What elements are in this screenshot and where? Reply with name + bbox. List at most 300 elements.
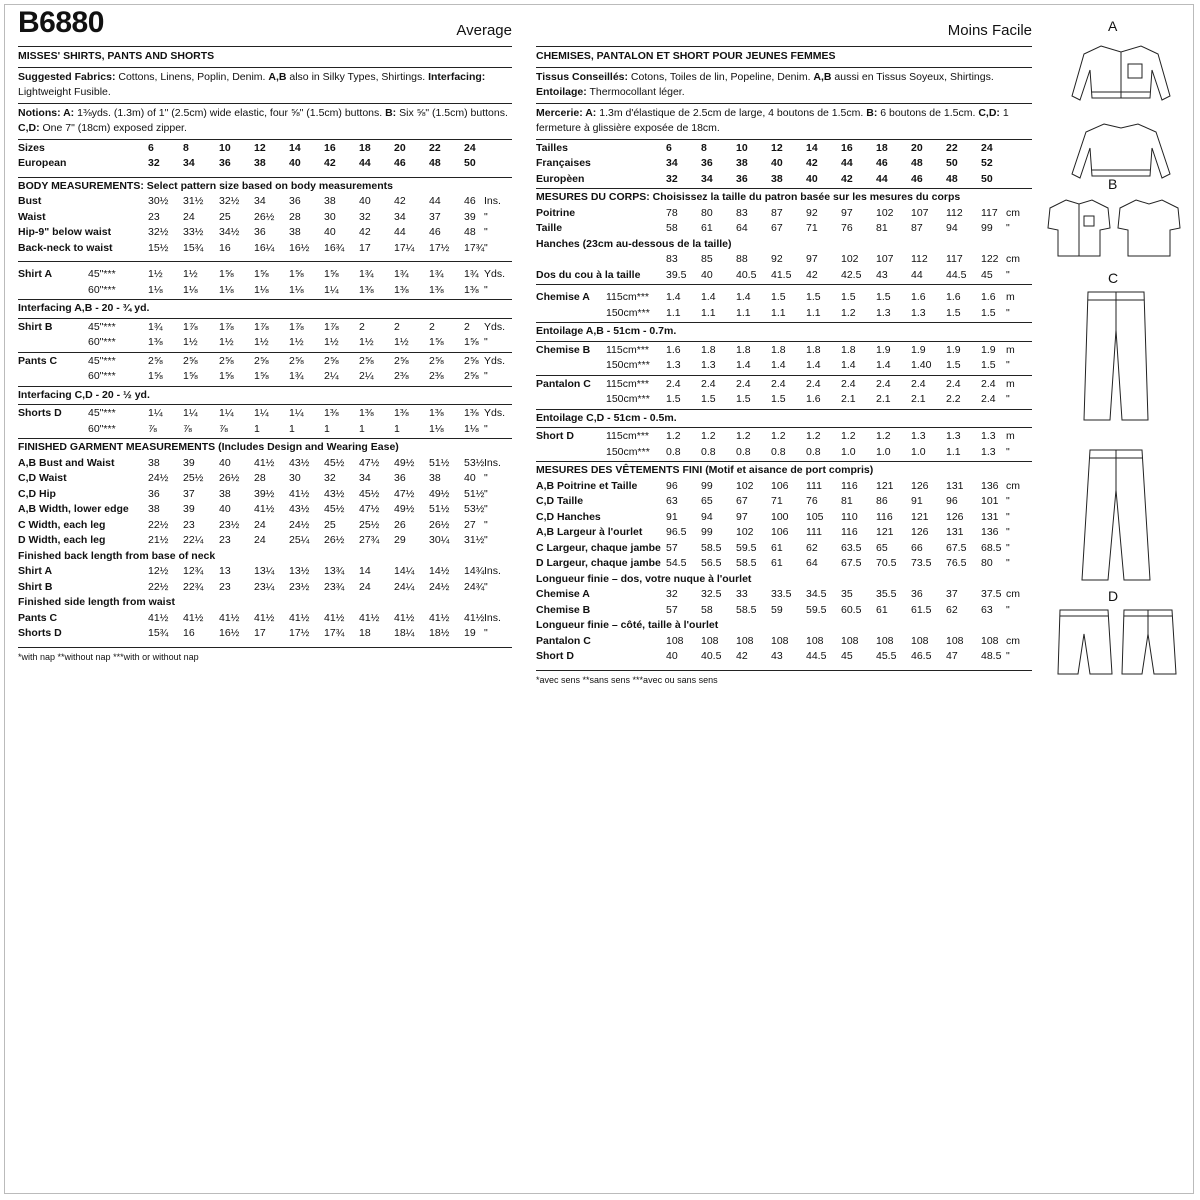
cell: 1.2 [771, 430, 786, 442]
cell: 1⅜ [359, 283, 374, 296]
cell: 1.1 [666, 306, 681, 319]
cell: 32.5 [701, 588, 722, 600]
cell: 58 [701, 603, 713, 616]
table-row [536, 587, 1032, 603]
row-label: European [18, 157, 67, 169]
row-label: Bust [18, 195, 42, 207]
table-row [18, 580, 512, 596]
row-label: Shorts D [18, 407, 62, 419]
unit: " [1006, 268, 1010, 281]
cell: 31½ [464, 534, 485, 546]
notions-text-2-fr: 6 boutons de 1.5cm. [877, 106, 979, 119]
cell: 8 [183, 141, 189, 154]
row-label: C Largeur, chaque jambe [536, 541, 661, 554]
cell: 1.1 [736, 306, 751, 319]
fabrics-label-fr: Tissus Conseillés: [536, 70, 629, 83]
cell: 117 [946, 253, 963, 265]
cell: 1⅛ [254, 283, 269, 296]
unit: " [484, 226, 488, 238]
cell: 1.0 [876, 445, 891, 458]
interfacing-label-fr: Entoilage: [536, 86, 587, 98]
cell: 16 [324, 141, 336, 154]
cell: 2¼ [324, 370, 339, 382]
cell: 65 [876, 541, 888, 554]
cell: 94 [946, 222, 958, 234]
table-row [536, 358, 1032, 374]
cell: 39.5 [666, 268, 687, 281]
cell: 126 [911, 479, 929, 492]
cell: 112 [946, 206, 963, 219]
cell: 2.1 [876, 393, 891, 405]
cell: 34 [183, 157, 195, 169]
cell: 44 [359, 157, 371, 169]
cell: 2⅝ [219, 354, 234, 367]
cell: 76 [841, 222, 853, 234]
cell: 1⅝ [289, 268, 304, 280]
cell: 22½ [148, 518, 169, 531]
table-row [536, 603, 1032, 619]
unit: Ins. [484, 611, 501, 624]
cell: 1⅞ [219, 320, 234, 333]
footnote-fr: *avec sens **sans sens ***avec ou sans sens [536, 674, 718, 685]
table-row [536, 343, 1032, 359]
table-section [536, 189, 1032, 285]
cell: 108 [736, 634, 754, 647]
cell: 38 [324, 195, 336, 207]
cell: 1½ [254, 336, 269, 348]
cell: 131 [981, 510, 999, 523]
cell: 59.5 [806, 603, 827, 616]
cell: 42 [359, 226, 371, 238]
cell: 1⅞ [324, 320, 339, 333]
cell: 18 [876, 141, 888, 154]
table-section [18, 140, 512, 178]
section-title: Entoilage C,D - 51cm - 0.5m. [536, 411, 677, 424]
cell: 2.4 [736, 377, 751, 390]
cell: 131 [946, 479, 964, 492]
row-label: Short D [536, 650, 574, 662]
fabric-width: 150cm*** [606, 393, 650, 405]
cell: 23 [219, 580, 231, 593]
cell: 33½ [183, 226, 204, 238]
table-row [536, 290, 1032, 306]
table-section [536, 323, 1032, 342]
cell: 45 [981, 268, 993, 281]
cell: 24 [981, 141, 993, 154]
section-title: Interfacing A,B - 20 - ¾ yd. [18, 302, 150, 314]
cell: 39 [464, 210, 476, 223]
cell: 87 [771, 206, 783, 219]
shorts-d-drawing [1056, 606, 1180, 678]
table-row [18, 626, 512, 642]
shirt-b-drawing [1046, 194, 1186, 264]
cell: 38 [771, 172, 783, 185]
pattern-code: B6880 [18, 6, 104, 39]
table-row [18, 502, 512, 518]
cell: 1.4 [736, 291, 751, 303]
cell: 1.5 [806, 291, 821, 303]
cell: 41½ [219, 611, 240, 624]
cell: 2⅝ [324, 354, 339, 367]
cell: 27¾ [359, 534, 380, 546]
cell: 1¾ [289, 370, 304, 382]
cell: 1.0 [911, 445, 926, 458]
cell: 1⅞ [254, 320, 269, 333]
fabric-width: 115cm*** [606, 377, 649, 390]
table-row [18, 456, 512, 472]
cell: 43 [771, 650, 783, 662]
cell: 1.2 [701, 430, 716, 442]
cell: 49½ [394, 503, 415, 515]
size-row [536, 141, 1032, 157]
unit: " [484, 580, 488, 593]
fabrics-text-2: also in Silky Types, Shirtings. [286, 70, 429, 83]
notions-text-3: One 7" (18cm) exposed zipper. [39, 122, 187, 134]
fabric-width: 45"*** [88, 268, 116, 280]
cell: 42 [324, 157, 336, 169]
row-label: Chemise A [536, 588, 590, 600]
cell: 45½ [324, 456, 345, 469]
interfacing-text: Lightweight Fusible. [18, 86, 111, 98]
notions-section-fr [536, 104, 1032, 140]
cell: 17½ [289, 627, 310, 639]
row-label: Chemise A [536, 291, 590, 303]
cell: 2.4 [666, 377, 681, 390]
cell: 30¼ [429, 534, 450, 546]
fabrics-section-fr [536, 68, 1032, 104]
cell: 1⅜ [148, 336, 163, 348]
cell: 6 [148, 141, 154, 154]
cell: 44.5 [946, 268, 967, 281]
cell: 64 [736, 222, 748, 234]
cell: 51½ [429, 456, 450, 469]
cell: 8 [701, 141, 707, 154]
cell: 40 [219, 503, 231, 515]
size-row [18, 141, 512, 157]
unit: " [1006, 359, 1010, 371]
cell: 22¾ [183, 580, 204, 593]
pattern-title: MISSES' SHIRTS, PANTS AND SHORTS [18, 47, 512, 68]
cell: 1.5 [736, 393, 751, 405]
cell: 23 [183, 518, 195, 531]
cell: 1.6 [911, 291, 926, 303]
cell: 36 [289, 195, 301, 207]
cell: 66 [911, 541, 923, 554]
cell: 18 [359, 141, 371, 154]
row-label: Short D [536, 430, 574, 442]
table-row [18, 354, 512, 370]
cell: 2⅜ [429, 370, 444, 382]
cell: 107 [876, 253, 894, 265]
cell: 16 [183, 627, 195, 639]
cell: 1⅝ [183, 370, 198, 382]
cell: 71 [806, 222, 818, 234]
cell: 1⅜ [359, 407, 374, 419]
interfacing-text-fr: Thermocollant léger. [586, 86, 685, 98]
cell: 106 [771, 479, 789, 492]
cell: 30½ [148, 195, 169, 207]
cell: 1⅝ [219, 268, 234, 280]
cell: 2 [429, 320, 435, 333]
cell: 37.5 [981, 588, 1002, 600]
cell: 12 [771, 141, 783, 154]
cell: 36 [394, 472, 406, 484]
row-label: Pantalon C [536, 377, 591, 390]
cell: 1.4 [666, 291, 681, 303]
table-row [18, 487, 512, 503]
cell: 131 [946, 526, 964, 538]
cell: 40.5 [701, 650, 722, 662]
cell: 81 [841, 495, 853, 507]
cell: 92 [771, 253, 783, 265]
cell: 13 [219, 565, 231, 577]
cell: 2.4 [806, 377, 821, 390]
table-section [18, 353, 512, 387]
unit: cm [1006, 479, 1020, 492]
english-column [18, 8, 512, 662]
cell: 1⅛ [429, 422, 444, 435]
table-row [536, 306, 1032, 322]
unit: " [1006, 306, 1010, 319]
cell: 107 [911, 206, 929, 219]
row-label: A,B Width, lower edge [18, 503, 129, 515]
cell: 110 [841, 510, 858, 523]
cell: 25½ [183, 472, 204, 484]
unit: " [1006, 603, 1010, 616]
section-title: FINISHED GARMENT MEASUREMENTS (Includes Design and Wearing Ease) [18, 441, 399, 453]
cell: 36 [911, 588, 923, 600]
table-row [536, 429, 1032, 445]
cell: 40 [219, 456, 231, 469]
cell: 117 [981, 206, 998, 219]
cell: 14¼ [394, 565, 415, 577]
cell: 32 [359, 210, 371, 223]
cell: 41½ [359, 611, 380, 624]
cell: 1.4 [736, 359, 751, 371]
cell: 126 [911, 526, 929, 538]
cell: 111 [806, 479, 822, 492]
cell: 1.8 [841, 343, 856, 356]
cell: 1⅝ [254, 268, 269, 280]
table-section [536, 376, 1032, 410]
cell: 1.9 [911, 343, 926, 356]
unit: " [484, 487, 488, 500]
cell: 61 [771, 541, 783, 554]
cell: 1⅝ [324, 268, 339, 280]
cell: 23½ [289, 580, 310, 593]
cell: 48 [911, 157, 923, 169]
cell: 126 [946, 510, 964, 523]
cell: 16 [219, 241, 231, 254]
section-title: MESURES DES VÊTEMENTS FINI (Motif et aisance de port compris) [536, 464, 874, 476]
notions-text-2: Six ⅝" (1.5cm) buttons. [396, 106, 508, 119]
cell: 0.8 [736, 445, 751, 458]
difficulty-label: Average [456, 22, 512, 39]
cell: 46 [429, 226, 441, 238]
cell: 81 [876, 222, 888, 234]
table-row [536, 445, 1032, 461]
cell: 23¼ [254, 580, 275, 593]
cell: 27 [464, 518, 476, 531]
cell: 43½ [324, 487, 345, 500]
table-row [18, 406, 512, 422]
spacer [18, 256, 512, 260]
cell: 38 [736, 157, 748, 169]
cell: 108 [876, 634, 894, 647]
cell: 1¼ [254, 407, 269, 419]
row-label: A,B Bust and Waist [18, 456, 115, 469]
cell: 1.3 [981, 445, 996, 458]
english-table [18, 140, 512, 648]
cell: 12½ [148, 565, 169, 577]
cell: 41½ [289, 611, 310, 624]
fabric-width: 60"*** [88, 422, 116, 435]
cell: 1.3 [876, 306, 891, 319]
cell: 0.8 [666, 445, 681, 458]
cell: 24 [254, 518, 266, 531]
cell: 1⅝ [429, 336, 444, 348]
row-label: D Largeur, chaque jambe [536, 557, 661, 569]
cell: 24 [359, 580, 371, 593]
cell: 31½ [183, 195, 204, 207]
table-row [18, 320, 512, 336]
row-label: Pants C [18, 354, 58, 367]
cell: 63 [666, 495, 678, 507]
cell: 47½ [359, 503, 380, 515]
cell: 17¾ [464, 241, 485, 254]
cell: 59.5 [736, 541, 757, 554]
cell: 42 [806, 268, 818, 281]
table-section [18, 178, 512, 263]
cell: 13¼ [254, 565, 275, 577]
cell: 1¼ [219, 407, 234, 419]
cell: 41½ [394, 611, 415, 624]
cell: 2.4 [876, 377, 891, 390]
cell: 1.2 [806, 430, 821, 442]
fabric-width: 115cm*** [606, 430, 649, 442]
fabrics-text: Cottons, Linens, Poplin, Denim. [115, 70, 269, 83]
cell: 1.4 [876, 359, 891, 371]
cell: 42 [806, 157, 818, 169]
cell: 59 [771, 603, 783, 616]
cell: 1.5 [981, 359, 996, 371]
cell: 1½ [394, 336, 409, 348]
spacer [536, 665, 1032, 669]
cell: 0.8 [806, 445, 821, 458]
cell: 91 [911, 495, 923, 507]
cell: 102 [841, 253, 859, 265]
unit: cm [1006, 206, 1020, 219]
table-row [536, 556, 1032, 572]
cell: 16 [841, 141, 853, 154]
cell: 49½ [429, 487, 450, 500]
cell: 17 [254, 627, 266, 639]
cell: 1¾ [148, 320, 163, 333]
cell: 49½ [394, 456, 415, 469]
cell: 1½ [183, 336, 198, 348]
cell: 1¾ [429, 268, 444, 280]
shirt-a-drawing [1066, 36, 1176, 186]
cell: 1.9 [981, 343, 996, 356]
cell: 25½ [359, 518, 380, 531]
cell: 58.5 [701, 541, 722, 554]
cell: 41½ [183, 611, 204, 624]
cell: 58.5 [736, 603, 757, 616]
cell: 105 [806, 510, 824, 523]
row-label: Chemise B [536, 603, 591, 616]
cell: 1⅝ [254, 370, 269, 382]
cell: 48 [429, 157, 441, 169]
cell: 43½ [289, 456, 310, 469]
cell: 96.5 [666, 526, 687, 538]
cell: 2.2 [946, 393, 961, 405]
cell: 38 [148, 456, 160, 469]
cell: 45½ [359, 487, 380, 500]
cell: 61 [876, 603, 888, 616]
cell: 1⅜ [324, 407, 339, 419]
cell: 14¾ [464, 565, 485, 577]
cell: 44 [394, 226, 406, 238]
cell: 48 [946, 172, 958, 185]
cell: 33.5 [771, 588, 792, 600]
notions-b-fr: B: [866, 106, 878, 119]
notions-text-3-fr: 1 fermeture à glissière exposée de 18cm. [536, 106, 1009, 134]
cell: 108 [911, 634, 929, 647]
cell: 36 [736, 172, 748, 185]
cell: 44.5 [806, 650, 827, 662]
cell: 34 [359, 472, 371, 484]
cell: 1 [359, 422, 365, 435]
cell: 29 [394, 534, 406, 546]
cell: 45½ [324, 503, 345, 515]
cell: 42 [841, 172, 853, 185]
cell: 1.4 [771, 359, 786, 371]
cell: 22½ [148, 580, 169, 593]
cell: 38 [254, 157, 266, 169]
cell: 36 [254, 226, 266, 238]
cell: 1¼ [289, 407, 304, 419]
cell: 50 [981, 172, 993, 185]
cell: 1¾ [394, 268, 409, 280]
view-label-d: D [1108, 588, 1119, 604]
cell: 2.1 [841, 393, 856, 405]
cell: 34 [701, 172, 713, 185]
cell: 116 [876, 510, 893, 523]
table-section [18, 439, 512, 648]
cell: 87 [911, 222, 923, 234]
row-label: Poitrine [536, 206, 576, 219]
cell: 1½ [183, 268, 198, 280]
cell: 1½ [148, 268, 163, 280]
fabrics-text-fr: Cotons, Toiles de lin, Popeline, Denim. [628, 70, 814, 83]
table-row [536, 268, 1032, 284]
table-row [536, 649, 1032, 665]
cell: 63 [981, 603, 993, 616]
cell: 121 [876, 479, 894, 492]
cell: 17¾ [324, 627, 345, 639]
cell: 2 [464, 320, 470, 333]
cell: 44 [911, 268, 923, 281]
cell: 32 [324, 472, 336, 484]
cell: 56.5 [701, 557, 722, 569]
cell: 24½ [148, 472, 169, 484]
row-label: Shirt A [18, 565, 53, 577]
cell: 44 [876, 172, 888, 185]
table-section [536, 285, 1032, 323]
cell: 23 [219, 534, 231, 546]
unit: " [484, 210, 488, 223]
unit: " [1006, 557, 1010, 569]
